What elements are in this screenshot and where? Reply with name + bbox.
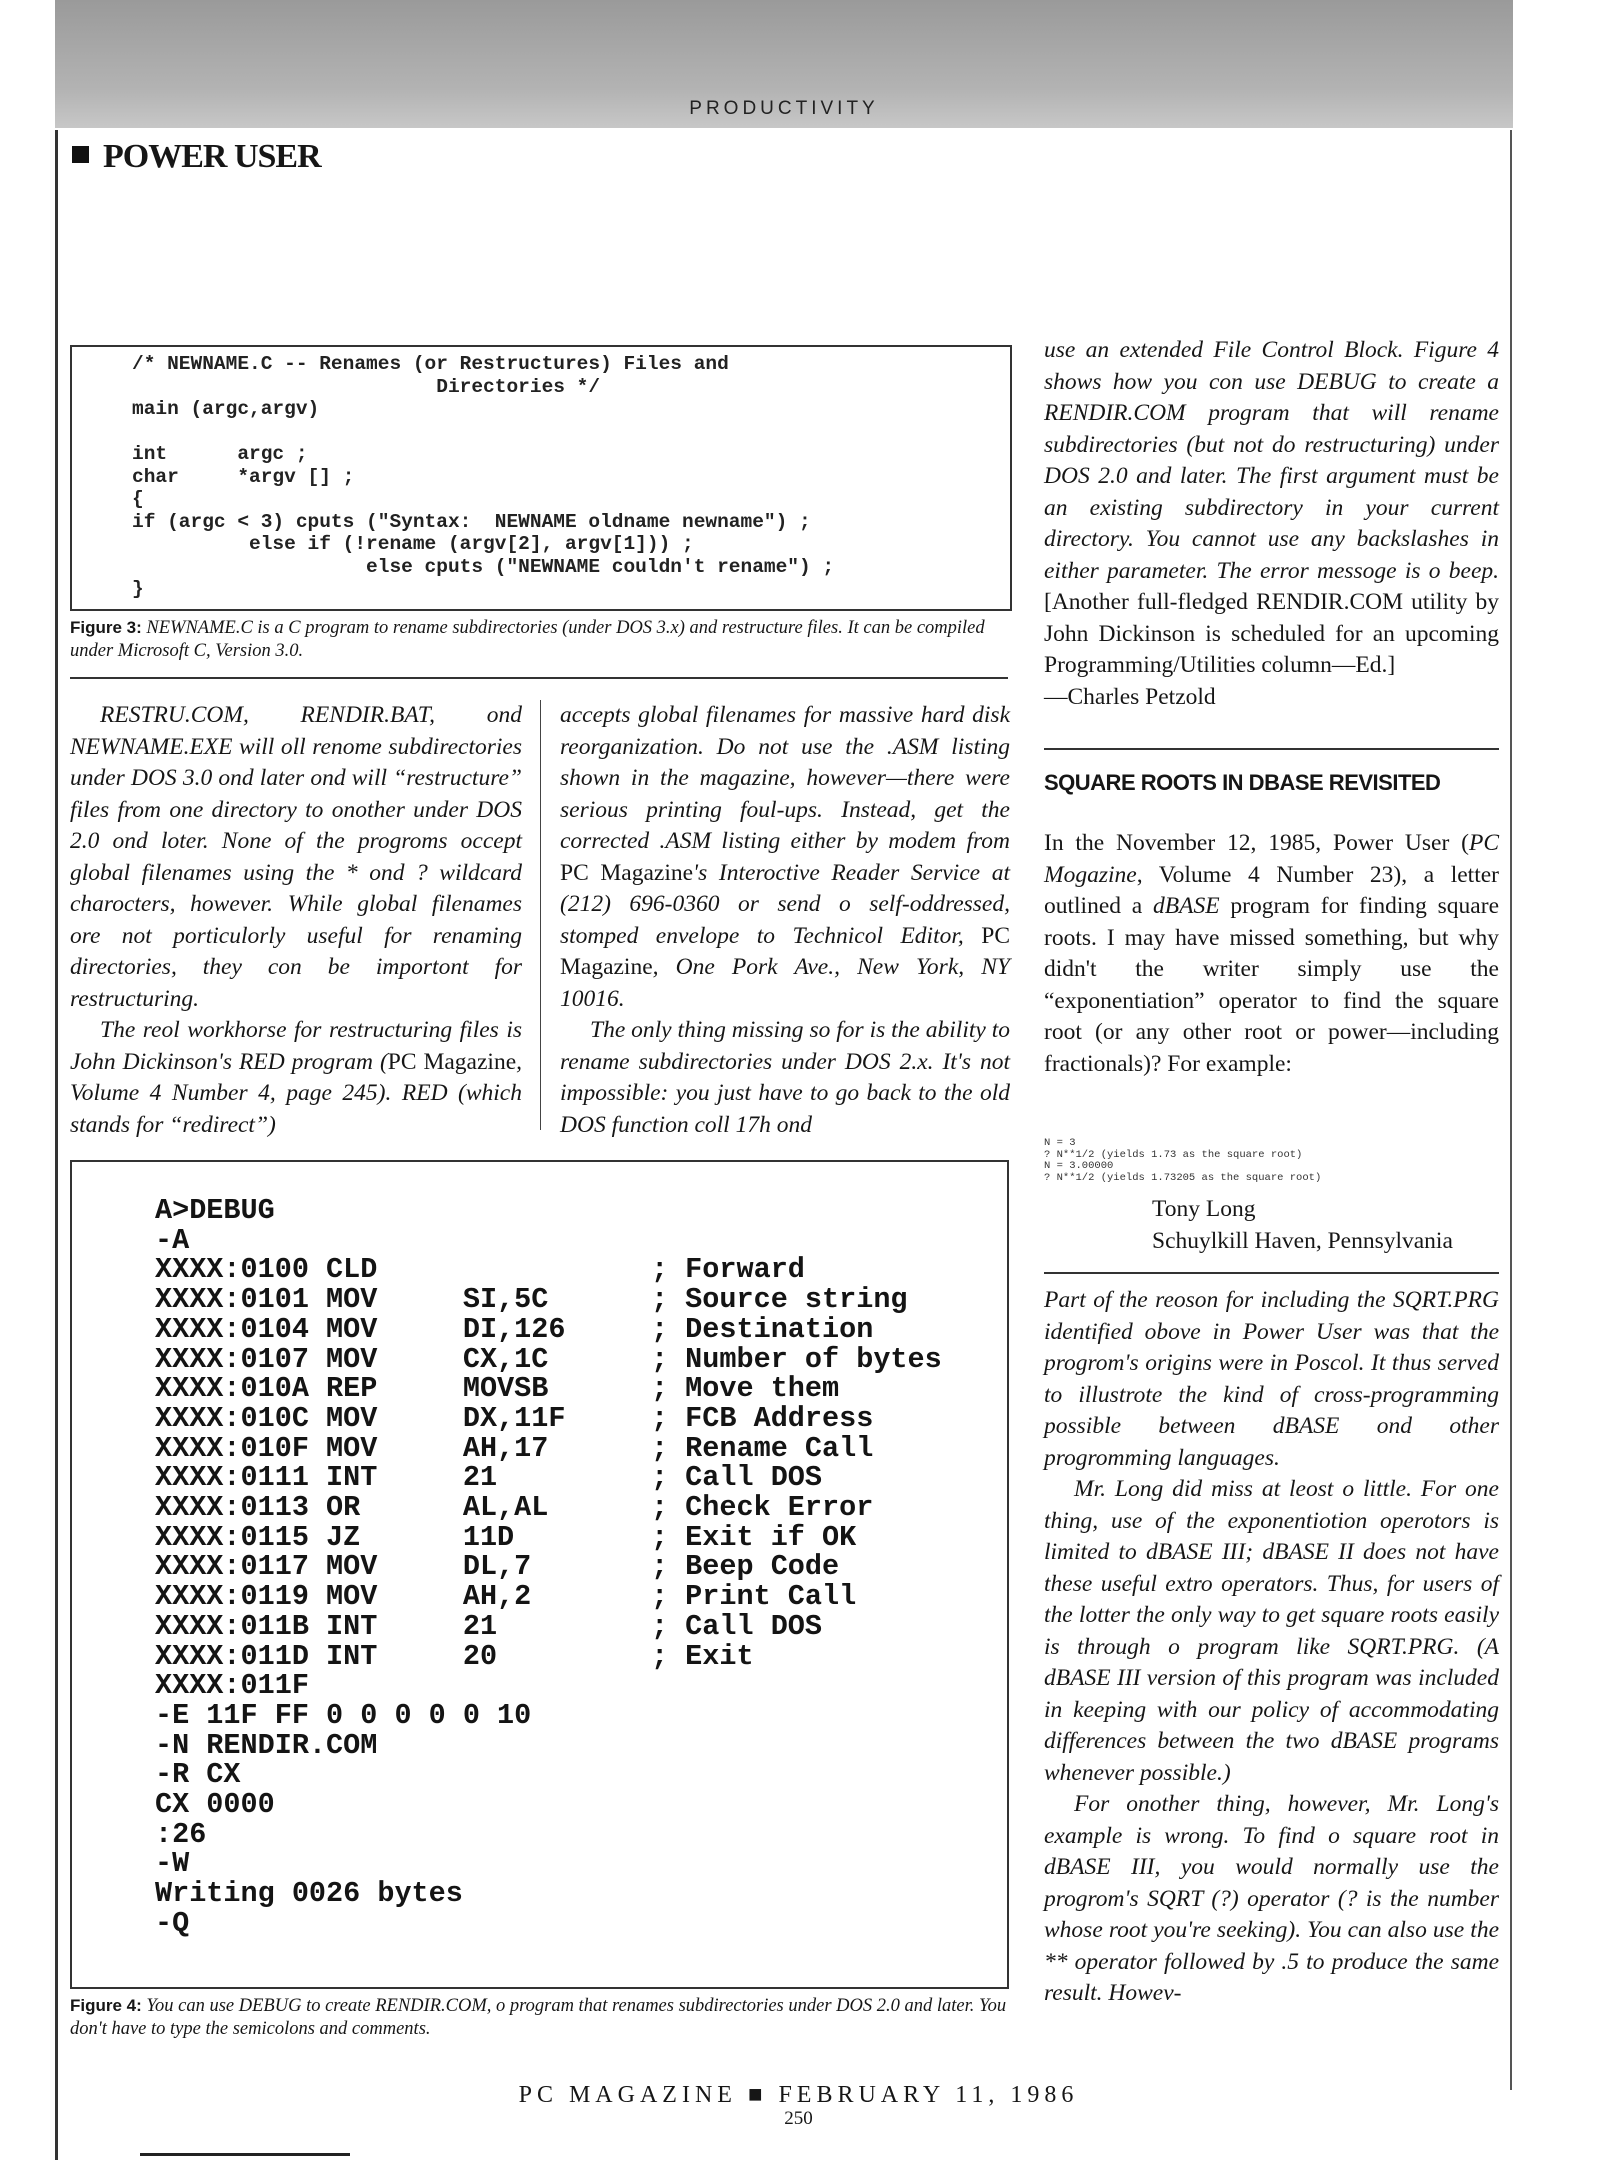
magazine-name: PC Magazine — [560, 859, 694, 886]
section-label: PRODUCTIVITY — [689, 98, 879, 119]
figure-3-code-box — [70, 345, 1012, 611]
column-2-text: accepts global filenames for massive hard disk reorganization. Do not use the .ASM listing shown in the magazine, however—there were serious printing foul-ups. Instead, get the corrected .ASM listing either by modem from — [560, 702, 1010, 854]
reply-paragraph-1: Part of the reoson for including the SQRT.PRG identified obove in Power User was that the progrom's origins were in Poscol. It thus served to illustrote the kind of cross-programming possible between dBASE ond other progromming languages. — [1044, 1287, 1499, 1471]
right-rule — [1510, 130, 1512, 2090]
figure-4-code: A>DEBUG -A XXXX:0100 CLD ; Forward XXXX:0101 MOV SI,5C ; Source string XXXX:0104 MOV DI,126 ; Destination XXXX:0107 MOV CX,1C ; Number of bytes XXXX:010A REP MOVSB ; Move them XXXX:010C MOV DX,11F ; FCB Address XXXX:010F MOV AH,17 ; Rename Call XXXX:0111 INT 21 ; Call DOS XXXX:0113 OR AL,AL ; Check Error XXXX:0115 JZ 11D ; Exit if OK XXXX:0117 MOV DL,7 ; Beep Code XXXX:0119 MOV AH,2 ; Print Call XXXX:011B INT 21 ; Call DOS XXXX:011D INT 20 ; Exit XXXX:011F -E 11F FF 0 0 0 0 0 10 -N RENDIR.COM -R CX CX 0000 :26 -W Writing 0026 bytes -Q — [155, 1194, 942, 1940]
editor-note: [Another full-fledged RENDIR.COM utility by John Dickinson is scheduled for an upcoming Programming/Utilities column—Ed.] — [1044, 589, 1499, 678]
signer-name: Tony Long — [1152, 1196, 1256, 1222]
divider — [1044, 1272, 1499, 1274]
dbase-example-code: N = 3 ? N**1/2 (yields 1.73 as the square root) N = 3.00000 ? N**1/2 (yields 1.73205 as the square root) — [1044, 1137, 1322, 1184]
column-1 — [70, 700, 522, 1141]
letter-paragraph — [1044, 828, 1499, 1080]
footer-rule — [140, 2153, 350, 2156]
column-1-paragraph-1: RESTRU.COM, RENDIR.BAT, ond NEWNAME.EXE will oll renome subdirectories under DOS 3.0 ond later ond will “restructure” files from one directory to onother under DOS 2.0 ond loter. None of the progroms occept global filenames using the * ond ? wildcard charocters, however. While global filenames ore not porticulorly useful for renaming directories, they con be importont for restructuring. — [70, 702, 522, 1012]
column-2-paragraph-2: The only thing missing so for is the ability to rename subdirectories under DOS 2.x. It's not impossible: you just have to go back to the old DOS function coll 17h ond — [560, 1017, 1010, 1138]
column-2-text: , One Pork Ave., New York, NY 10016. — [560, 954, 1010, 1012]
column-2 — [560, 700, 1010, 1141]
letter-text-part: program for finding square roots. I may have missed something, but why didn't the writer simply use the “exponentiation” operator to find the square root (or any other root or power—including fractionals)? For example: — [1044, 893, 1499, 1077]
column-title-text: POWER USER — [103, 138, 321, 175]
column-3-paragraph-1 — [1044, 335, 1499, 682]
column-3 — [1044, 335, 1499, 713]
magazine-name: PC Magazine — [560, 922, 1010, 980]
figure-3-caption-label: Figure 3: — [70, 618, 142, 637]
column-2-paragraph-1 — [560, 700, 1010, 1015]
figure-3-code: /* NEWNAME.C -- Renames (or Restructures) Files and Directories */ main (argc,argv) int argc ; char *argv [] ; { if (argc < 3) cputs ("Syntax: NEWNAME oldname newname") ; else if (!rename (argv[2], argv[1])) ; else cputs ("NEWNAME couldn't rename") ; } — [132, 353, 835, 600]
letter-signature — [1152, 1194, 1453, 1257]
column-1-text: The reol workhorse for restructuring files is John Dickinson's RED program ( — [70, 1017, 522, 1075]
figure-4-caption-text: You can use DEBUG to create RENDIR.COM, o program that renames subdirectories under DOS 2.0 and later. You don't have to type the semicolons and comments. — [70, 1996, 1007, 2039]
left-rule — [55, 130, 58, 2160]
column-title — [72, 138, 321, 176]
section-heading: SQUARE ROOTS IN DBASE REVISITED — [1044, 770, 1441, 795]
figure-4-code-box — [70, 1160, 1009, 1989]
author-credit: —Charles Petzold — [1044, 683, 1216, 710]
column-2-text: 's Interoctive Reader Service at (212) 696-0360 or send o self-oddressed, stomped envelope to Technicol Editor, — [560, 859, 1010, 949]
product-name: dBASE — [1153, 893, 1220, 919]
divider — [1044, 748, 1499, 750]
figure-4-caption-label: Figure 4: — [70, 1996, 142, 2015]
figure-3-caption — [70, 616, 1010, 663]
magazine-name: PC Mogazine — [1044, 830, 1499, 888]
bullet-square-icon — [72, 146, 89, 163]
page-number: 250 — [784, 2108, 813, 2129]
figure-4-caption — [70, 1994, 1010, 2041]
column-1-text: , Volume 4 Number 4, page 245). RED (which stands for “redirect”) — [70, 1048, 522, 1138]
editor-reply — [1044, 1285, 1499, 2010]
column-divider — [540, 700, 541, 1130]
page-footer: PC MAGAZINE ■ FEBRUARY 11, 1986 — [518, 2082, 1079, 2108]
reply-paragraph-2: Mr. Long did miss at leost o little. For one thing, use of the exponentiotion operotors is limited to dBASE III; dBASE II does not have these useful extro operators. Thus, for users of the lotter the only way to get square roots easily is through o program like SQRT.PRG. (A dBASE III version of this program was included in keeping with our policy of accommodating differences between the two dBASE programs whenever possible.) — [1044, 1476, 1499, 1786]
magazine-name: PC Magazine — [387, 1048, 517, 1075]
letter-text-part: In the November 12, 1985, Power User ( — [1044, 830, 1469, 856]
figure-3-caption-text: NEWNAME.C is a C program to rename subdirectories (under DOS 3.x) and restructure files. It can be compiled under Microsoft C, Version 3.0. — [70, 618, 985, 661]
column-1-paragraph-2 — [70, 1015, 522, 1141]
letter-text-part: , Volume 4 Number 23), a letter outlined a — [1044, 861, 1499, 919]
signer-place: Schuylkill Haven, Pennsylvania — [1152, 1227, 1453, 1254]
divider — [70, 677, 1008, 679]
column-3-text: use an extended File Control Block. Figure 4 shows how you con use DEBUG to create a RENDIR.COM program that will rename subdirectories (but not do restructuring) under DOS 2.0 and later. The first argument must be an existing subdirectory in your current directory. You cannot use any backslashes in either parameter. The error messoge is o beep. — [1044, 337, 1499, 584]
letter-text — [1044, 828, 1499, 1080]
reply-paragraph-3: For onother thing, however, Mr. Long's example is wrong. To find o square root in dBASE III, you would normally use the progrom's SQRT (?) operator (? is the number whose root you're seeking). You can also use the ** operator followed by .5 to produce the same result. Howev- — [1044, 1791, 1499, 2006]
